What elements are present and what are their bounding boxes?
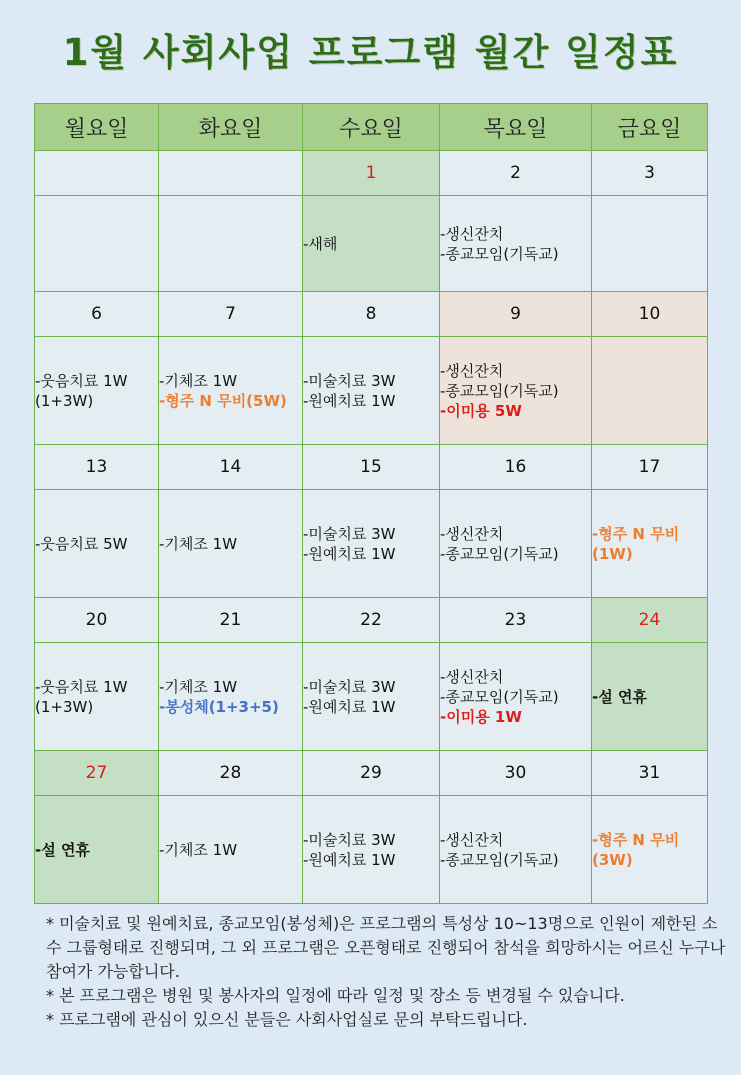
weekday-header: 수요일 [303,104,440,151]
event-item: -새해 [303,234,338,253]
event-item: -원예치료 1W [303,850,396,869]
event-item: (1+3W) [35,697,94,716]
event-cell [440,490,592,598]
date-row [35,445,708,490]
event-item: -미술치료 3W [303,830,396,849]
date-cell: 22 [303,598,440,643]
event-item: -생신잔치 [440,361,504,380]
event-cell [440,643,592,751]
date-cell: 20 [35,598,159,643]
event-item: -생신잔치 [440,524,504,543]
event-row [35,490,708,598]
date-cell: 15 [303,445,440,490]
event-cell [303,796,440,904]
date-row [35,151,708,196]
event-item: -생신잔치 [440,830,504,849]
event-item: -종교모임(기독교) [440,687,559,706]
event-cell [592,196,708,292]
event-item: -종교모임(기독교) [440,544,559,563]
event-item-highlight: -형주 N 무비(5W) [159,391,287,410]
event-cell [159,337,303,445]
date-row [35,598,708,643]
date-cell: 28 [159,751,303,796]
event-item: -기체조 1W [159,840,238,859]
event-cell [303,337,440,445]
date-cell: 8 [303,292,440,337]
schedule-table [34,103,708,904]
date-cell: 10 [592,292,708,337]
event-cell [159,196,303,292]
event-cell [592,643,708,751]
event-cell [35,490,159,598]
event-cell [303,643,440,751]
event-item-highlight: -이미용 5W [440,401,522,420]
date-cell: 31 [592,751,708,796]
event-item: -원예치료 1W [303,697,396,716]
event-item: -종교모임(기독교) [440,850,559,869]
event-item: -미술치료 3W [303,524,396,543]
event-item-highlight: -봉성체(1+3+5) [159,697,279,716]
event-cell [592,490,708,598]
event-item: -기체조 1W [159,534,238,553]
event-item-highlight: (1W) [592,544,633,563]
event-item-highlight: -이미용 1W [440,707,522,726]
weekday-header: 월요일 [35,104,159,151]
event-item: -웃음치료 1W [35,371,128,390]
event-item-holiday: -설 연휴 [35,840,90,859]
event-cell [303,196,440,292]
weekday-header: 목요일 [440,104,592,151]
date-cell: 6 [35,292,159,337]
event-item-highlight: (3W) [592,850,633,869]
date-cell: 17 [592,445,708,490]
event-cell [592,796,708,904]
page-title: 1월 사회사업 프로그램 월간 일정표 [62,31,679,74]
date-cell: 2 [440,151,592,196]
event-item: (1+3W) [35,391,94,410]
event-item-highlight: -형주 N 무비 [592,830,680,849]
event-item: -원예치료 1W [303,544,396,563]
date-cell: 30 [440,751,592,796]
event-cell [440,337,592,445]
event-cell [35,796,159,904]
event-item: -종교모임(기독교) [440,244,559,263]
event-row [35,337,708,445]
date-cell-holiday: 27 [35,751,159,796]
event-cell [440,196,592,292]
date-cell: 7 [159,292,303,337]
event-item: -웃음치료 1W [35,677,128,696]
date-row [35,292,708,337]
date-cell-holiday: 24 [592,598,708,643]
event-item: -원예치료 1W [303,391,396,410]
event-row [35,796,708,904]
event-cell [35,196,159,292]
event-item: -웃음치료 5W [35,534,128,553]
event-cell [159,643,303,751]
event-cell [35,337,159,445]
weekday-header-row [35,104,708,151]
event-item: -종교모임(기독교) [440,381,559,400]
event-cell [592,337,708,445]
date-cell: 14 [159,445,303,490]
date-cell [159,151,303,196]
footnote: * 프로그램에 관심이 있으신 분들은 사회사업실로 문의 부탁드립니다. [46,1010,528,1029]
event-cell [303,490,440,598]
event-item: -생신잔치 [440,224,504,243]
date-row [35,751,708,796]
event-item: -미술치료 3W [303,371,396,390]
event-item: -기체조 1W [159,371,238,390]
event-item-holiday: -설 연휴 [592,687,647,706]
date-cell: 21 [159,598,303,643]
event-cell [35,643,159,751]
event-item: -기체조 1W [159,677,238,696]
event-cell [440,796,592,904]
event-item: -생신잔치 [440,667,504,686]
event-row [35,643,708,751]
date-cell: 13 [35,445,159,490]
weekday-header: 화요일 [159,104,303,151]
date-cell: 9 [440,292,592,337]
date-cell: 3 [592,151,708,196]
event-item: -미술치료 3W [303,677,396,696]
event-item-highlight: -형주 N 무비 [592,524,680,543]
event-row [35,196,708,292]
footnotes [46,912,726,1032]
footnote: * 미술치료 및 원예치료, 종교모임(봉성체)은 프로그램의 특성상 10~13명으로 인원이 제한된 소수 그룹형태로 진행되며, 그 외 프로그램은 오픈형태로 진행되어 참석을 희망하시는 어르신 누구나 참여가 가능합니다. [46,914,726,981]
date-cell-holiday: 1 [303,151,440,196]
date-cell: 29 [303,751,440,796]
event-cell [159,490,303,598]
weekday-header: 금요일 [592,104,708,151]
date-cell [35,151,159,196]
event-cell [159,796,303,904]
date-cell: 16 [440,445,592,490]
date-cell: 23 [440,598,592,643]
footnote: * 본 프로그램은 병원 및 봉사자의 일정에 따라 일정 및 장소 등 변경될 수 있습니다. [46,986,625,1005]
